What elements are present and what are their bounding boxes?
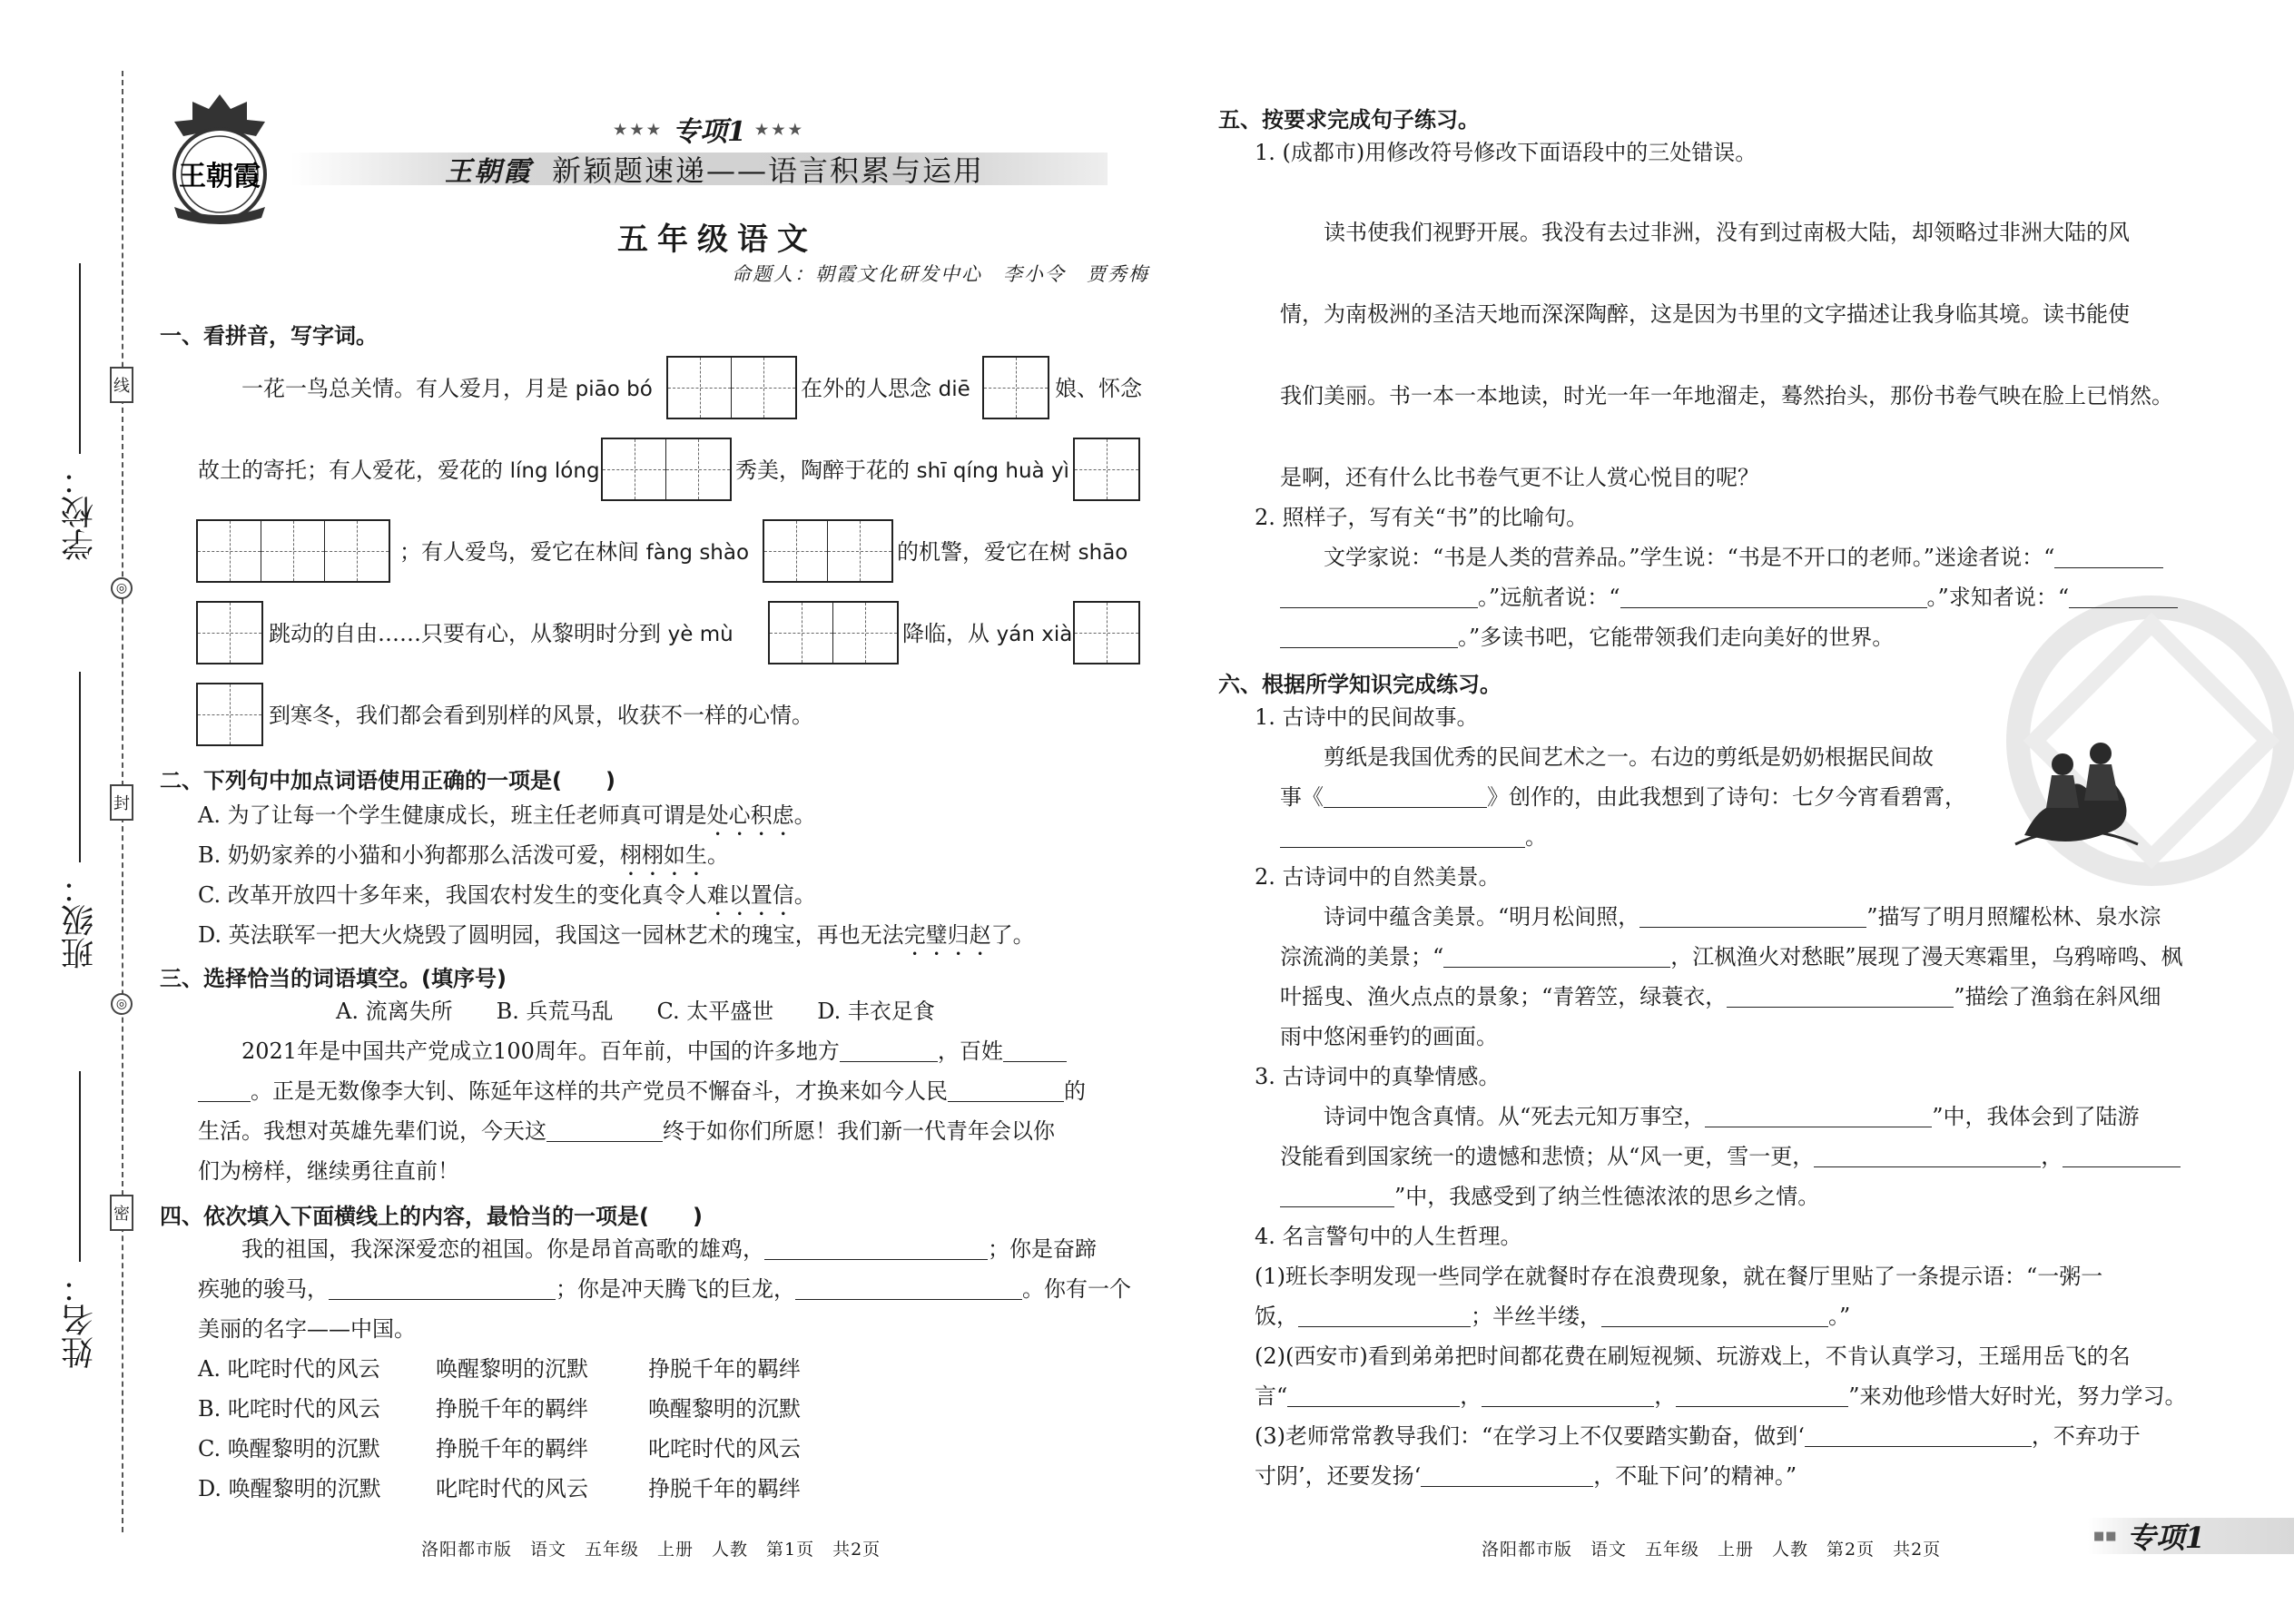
s6-question-4: 4. 名言警句中的人生哲理。	[1255, 1224, 1522, 1249]
fill-blank[interactable]	[1421, 1465, 1593, 1487]
decor-squares-icon: ■■	[2093, 1529, 2118, 1543]
s6-q2-line-2: 淙流淌的美景；“ ，江枫渔火对愁眠”展现了漫天寒霜里，乌鸦啼鸣、枫	[1280, 944, 2183, 969]
s6-q4-line-4: 言“ ， ， ”来劝他珍惜大好时光，努力学习。	[1255, 1383, 2187, 1409]
fill-blank[interactable]	[1814, 1146, 2041, 1167]
s4-option-d-3: 挣脱千年的羁绊	[648, 1476, 801, 1501]
fill-blank[interactable]	[1620, 586, 1927, 608]
s4-option-b-3: 唤醒黎明的沉默	[648, 1396, 801, 1422]
s6-question-2: 2. 古诗词中的自然美景。	[1255, 864, 1501, 890]
s6-q1-line-1: 剪纸是我国优秀的民间艺术之一。右边的剪纸是奶奶根据民间故	[1324, 744, 1934, 770]
s1-line-5: 到寒冬，我们都会看到别样的风景，收获不一样的心情。	[269, 703, 813, 728]
binding-tag-seal: 封	[110, 784, 133, 821]
stars-left-icon: ★★★	[614, 120, 665, 138]
fill-blank[interactable]	[546, 1120, 663, 1142]
svg-text:王朝霞: 王朝霞	[179, 161, 261, 192]
s6-q3-line-1: 诗词中饱含真情。从“死去元知万事空， ”中，我体会到了陆游	[1324, 1104, 2140, 1129]
section-2-title: 二、下列句中加点词语使用正确的一项是( )	[160, 768, 615, 793]
s2-option-c[interactable]: C. 改革开放四十多年来，我国农村发生的变化真令人难以置信。	[198, 882, 816, 908]
pinyin-write-box[interactable]	[196, 519, 390, 583]
s3-line-1: 2021年是中国共产党成立100周年。百年前，中国的许多地方 ，百姓	[241, 1040, 1067, 1062]
binding-hole-icon: ◎	[111, 993, 133, 1015]
s6-q2-line-3: 叶摇曳、渔火点点的景象；“青箬笠，绿蓑衣， ”描绘了渔翁在斜风细	[1280, 984, 2161, 1009]
s4-option-d[interactable]: D. 唤醒黎明的沉默	[198, 1476, 381, 1501]
s2-option-d[interactable]: D. 英法联军一把大火烧毁了圆明园，我国这一园林艺术的瑰宝，再也无法完璧归赵了。	[198, 922, 1035, 948]
s4-option-a[interactable]: A. 叱咤时代的风云	[198, 1356, 380, 1382]
school-label: 学校：	[61, 463, 99, 561]
s6-q1-line-3: 。	[1280, 826, 1547, 848]
fill-blank[interactable]	[795, 1278, 1022, 1300]
s4-option-c[interactable]: C. 唤醒黎明的沉默	[198, 1436, 380, 1462]
fill-blank[interactable]	[1639, 906, 1866, 928]
s5-passage-1: 读书使我们视野开展。我没有去过非洲，没有到过南极大陆，却领略过非洲大陆的风	[1324, 220, 2130, 245]
fill-blank[interactable]	[2063, 1146, 2181, 1167]
s4-option-d-2: 叱咤时代的风云	[436, 1476, 588, 1501]
fill-blank[interactable]	[948, 1080, 1064, 1102]
s3-line-2: 。正是无数像李大钊、陈延年这样的共产党员不懈奋斗，才换来如今人民 的	[198, 1080, 1086, 1102]
s1-line-1c: 娘、怀念	[1055, 376, 1142, 401]
fill-blank[interactable]	[329, 1278, 556, 1300]
s4-line-1: 我的祖国，我深深爱恋的祖国。你是昂首高歌的雄鸡， ；你是奋蹄	[241, 1236, 1097, 1262]
fill-blank[interactable]	[1705, 1106, 1932, 1127]
pinyin-write-box[interactable]	[666, 356, 797, 419]
s4-option-b-2: 挣脱千年的羁绊	[436, 1396, 588, 1422]
fill-blank[interactable]	[1676, 1385, 1848, 1407]
authors-line: 命题人：朝霞文化研发中心 李小令 贾秀梅	[732, 263, 1149, 285]
fill-blank[interactable]	[840, 1040, 938, 1062]
s6-q4-line-3: (2)(西安市)看到弟弟把时间都花费在刷短视频、玩游戏上，不肯认真学习，王瑶用岳飞的名	[1255, 1343, 2131, 1369]
fill-blank[interactable]	[1805, 1425, 2032, 1447]
brand-name: 王朝霞	[445, 156, 532, 188]
header-band	[290, 153, 1108, 188]
pinyin-write-box[interactable]	[982, 356, 1049, 419]
fill-blank[interactable]	[1443, 946, 1670, 968]
fill-blank[interactable]	[764, 1238, 988, 1260]
s5-passage-2: 情，为南极洲的圣洁天地而深深陶醉，这是因为书里的文字描述让我身临其境。读书能使	[1280, 301, 2130, 327]
s6-q4-line-2: 饭， ；半丝半缕， 。”	[1255, 1304, 1851, 1329]
s5-question-2: 2. 照样子，写有关“书”的比喻句。	[1255, 505, 1589, 530]
binding-hole-icon: ◎	[111, 577, 133, 599]
school-field[interactable]	[62, 263, 98, 561]
fill-blank[interactable]	[1324, 786, 1487, 808]
s6-q1-line-2: 事《 》创作的，由此我想到了诗句：七夕今宵看碧霄，	[1280, 784, 1966, 810]
pinyin-write-box[interactable]	[768, 601, 899, 664]
s4-option-c-3: 叱咤时代的风云	[648, 1436, 801, 1462]
s4-line-3: 美丽的名字——中国。	[198, 1316, 416, 1342]
s5-example-3: 。”多读书吧，它能带领我们走向美好的世界。	[1280, 626, 1894, 648]
s4-option-c-2: 挣脱千年的羁绊	[436, 1436, 588, 1462]
s1-line-4: 跳动的自由……只要有心，从黎明时分到 yè mù	[269, 621, 733, 646]
s1-line-3: ；有人爱鸟，爱它在林间 fàng shào	[399, 539, 750, 565]
fill-blank[interactable]	[1298, 1305, 1471, 1327]
s2-option-a[interactable]: A. 为了让每一个学生健康成长，班主任老师真可谓是处心积虑。	[198, 802, 816, 828]
s6-q3-line-2: 没能看到国家统一的遗憾和悲愤；从“风一更，雪一更， ，	[1280, 1146, 2181, 1167]
s5-passage-3: 我们美丽。书一本一本地读，时光一年一年地溜走，蓦然抬头，那份书卷气映在脸上已悄然。	[1280, 383, 2173, 408]
fill-blank[interactable]	[1280, 1186, 1394, 1207]
section-5-title: 五、按要求完成句子练习。	[1218, 107, 1480, 133]
s1-line-1b: 在外的人思念 diē	[801, 376, 970, 401]
s5-question-1: 1. (成都市)用修改符号修改下面语段中的三处错误。	[1255, 140, 1757, 165]
binding-tag-line: 线	[110, 367, 133, 403]
binding-tag-dense: 密	[110, 1195, 133, 1231]
fill-blank[interactable]	[198, 1080, 251, 1102]
fill-blank[interactable]	[2054, 546, 2163, 568]
fill-blank[interactable]	[1727, 986, 1954, 1008]
page-tag-label: 专项1	[2126, 1521, 2205, 1555]
s6-q4-line-6: 寸阴’，还要发扬‘ ，不耻下问’的精神。”	[1255, 1463, 1797, 1489]
fill-blank[interactable]	[1601, 1305, 1828, 1327]
s1-line-1: 一花一鸟总关情。有人爱月，月是 piāo bó	[241, 376, 653, 401]
s6-q4-line-5: (3)老师常常教导我们：“在学习上不仅要踏实勤奋，做到‘ ，不弃功于	[1255, 1423, 2141, 1449]
page-tag	[2088, 1518, 2294, 1554]
class-label: 班级：	[61, 871, 99, 969]
s6-question-1: 1. 古诗中的民间故事。	[1255, 704, 1479, 730]
special-topic-label: 专项1	[673, 116, 746, 148]
s1-line-4b: 降临，从 yán xià	[902, 621, 1073, 646]
s4-option-a-3: 挣脱千年的羁绊	[648, 1356, 801, 1382]
s5-passage-4: 是啊，还有什么比书卷气更不让人赏心悦目的呢？	[1280, 465, 1759, 490]
s6-q4-line-1: (1)班长李明发现一些同学在就餐时存在浪费现象，就在餐厅里贴了一条提示语：“一粥一	[1255, 1264, 2103, 1289]
pinyin-write-box[interactable]	[196, 683, 263, 746]
s4-option-a-2: 唤醒黎明的沉默	[436, 1356, 588, 1382]
s1-line-3b: 的机警，爱它在树 shāo	[897, 539, 1128, 565]
grade-title: 五年级语文	[617, 221, 817, 258]
s3-options: A. 流离失所 B. 兵荒马乱 C. 太平盛世 D. 丰衣足食	[336, 999, 935, 1024]
s6-q2-line-1: 诗词中蕴含美景。“明月松间照， ”描写了明月照耀松林、泉水淙	[1324, 904, 2161, 930]
header-title: 新颖题速递——语言积累与运用	[552, 153, 985, 188]
pinyin-write-box[interactable]	[601, 438, 732, 501]
fill-blank[interactable]	[1280, 586, 1478, 608]
name-field[interactable]	[62, 1071, 98, 1369]
s1-line-2: 故土的寄托；有人爱花，爱花的 líng lóng	[198, 458, 600, 483]
section-6-title: 六、根据所学知识完成练习。	[1218, 672, 1501, 697]
fill-blank[interactable]	[1287, 1385, 1460, 1407]
special-topic-heading	[614, 109, 805, 149]
section-3-title: 三、选择恰当的词语填空。(填序号)	[160, 966, 507, 991]
s6-q2-line-4: 雨中悠闲垂钓的画面。	[1280, 1024, 1498, 1049]
fill-blank[interactable]	[2069, 586, 2178, 608]
s4-option-b[interactable]: B. 叱咤时代的风云	[198, 1396, 380, 1422]
papercut-figures-icon	[2006, 717, 2142, 853]
fill-blank[interactable]	[1280, 626, 1458, 648]
fill-blank[interactable]	[1003, 1040, 1067, 1062]
fill-blank[interactable]	[1482, 1385, 1654, 1407]
s3-line-4: 们为榜样，继续勇往直前！	[198, 1158, 459, 1184]
footer-right: 洛阳都市版 语文 五年级 上册 人教 第2页 共2页	[1482, 1540, 1942, 1560]
publisher-logo-icon	[156, 91, 283, 227]
s5-example-2: 。”远航者说：“ 。”求知者说：“	[1280, 586, 2178, 608]
s4-line-2: 疾驰的骏马， ；你是冲天腾飞的巨龙， 。你有一个	[198, 1276, 1131, 1302]
pinyin-write-box[interactable]	[196, 601, 263, 664]
name-label: 姓名：	[61, 1271, 99, 1369]
pinyin-write-box[interactable]	[1073, 601, 1140, 664]
footer-left: 洛阳都市版 语文 五年级 上册 人教 第1页 共2页	[421, 1540, 881, 1560]
s6-question-3: 3. 古诗词中的真挚情感。	[1255, 1064, 1501, 1089]
class-field[interactable]	[62, 672, 98, 969]
stars-right-icon: ★★★	[754, 120, 805, 138]
s2-option-b[interactable]: B. 奶奶家养的小猫和小狗都那么活泼可爱，栩栩如生。	[198, 842, 729, 868]
section-1-title: 一、看拼音，写字词。	[160, 323, 378, 349]
pinyin-write-box[interactable]	[1073, 438, 1140, 501]
fill-blank[interactable]	[1280, 826, 1525, 848]
s5-example-1: 文学家说：“书是人类的营养品。”学生说：“书是不开口的老师。”迷途者说：“	[1324, 546, 2163, 568]
pinyin-write-box[interactable]	[763, 519, 893, 583]
section-4-title: 四、依次填入下面横线上的内容，最恰当的一项是( )	[160, 1204, 703, 1229]
s1-line-2b: 秀美，陶醉于花的 shī qíng huà yì	[735, 458, 1069, 483]
s6-q3-line-3: ”中，我感受到了纳兰性德浓浓的思乡之情。	[1280, 1186, 1819, 1207]
s3-line-3: 生活。我想对英雄先辈们说，今天这 终于如你们所愿！我们新一代青年会以你	[198, 1118, 1055, 1144]
